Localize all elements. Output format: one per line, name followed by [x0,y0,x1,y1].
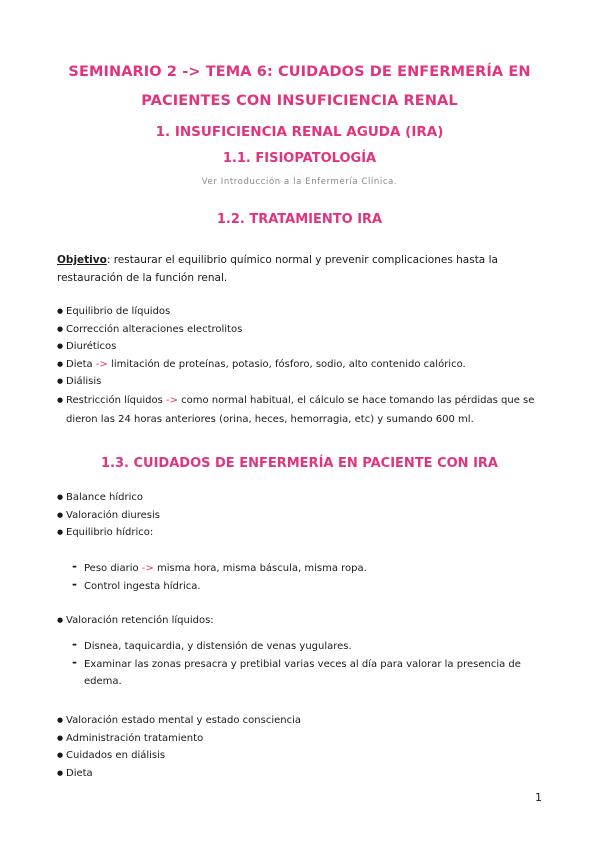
document-title-line-1: SEMINARIO 2 -> TEMA 6: CUIDADOS DE ENFERMERÍA EN [68,64,531,80]
list-item: ● Valoración estado mental y estado consciencia [57,712,547,730]
list-item: ● Diálisis [57,373,547,391]
arrow-symbol: -> [165,394,178,406]
list-item: ● Corrección alteraciones electrolitos [57,321,547,339]
list-item: ● Administración tratamiento [57,730,547,748]
list-item: - Disnea, taquicardia, y distensión de venas yugulares. [72,638,547,656]
arrow-symbol: -> [141,563,154,574]
subsection-heading-fisiopatologia: 1.1. FISIOPATOLOGÍA [222,151,377,166]
objective-text: : restaurar el equilibrio químico normal y prevenir complicaciones hasta la restauración de la función renal. [57,254,498,284]
section-heading-ira: 1. INSUFICIENCIA RENAL AGUDA (IRA) [155,124,444,140]
care-list-b [57,612,547,630]
objective-label: Objetivo [57,254,107,266]
subsection-heading-cuidados: 1.3. CUIDADOS DE ENFERMERÍA EN PACIENTE CON IRA [101,456,498,471]
treatment-list [57,303,547,429]
equilibrio-hidrico-sublist [72,560,547,595]
care-list-a [57,489,547,542]
list-item: ● Equilibrio de líquidos [57,303,547,321]
list-item: ● Valoración retención líquidos: [57,612,547,630]
list-item: - Peso diario -> misma hora, misma báscula, misma ropa. [72,560,547,578]
page-number: 1 [535,791,542,804]
list-item: - Examinar las zonas presacra y pretibial varias veces al día para valorar la presencia de edema. [72,656,547,691]
list-item: ● Valoración diuresis [57,507,547,525]
care-list-c [57,712,547,782]
subsection-heading-tratamiento: 1.2. TRATAMIENTO IRA [216,212,383,227]
list-item: ● Balance hídrico [57,489,547,507]
list-item: ● Dieta [57,765,547,783]
list-item: ● Diuréticos [57,338,547,356]
arrow-symbol: -> [95,358,108,370]
list-item: - Control ingesta hídrica. [72,578,547,596]
list-item: ● Equilibrio hídrico: [57,524,547,542]
retencion-liquidos-sublist [72,638,547,691]
objective-paragraph [57,251,547,287]
document-title-line-2: PACIENTES CON INSUFICIENCIA RENAL [141,93,458,109]
list-item: ● Cuidados en diálisis [57,747,547,765]
fisiopatologia-note: Ver Introducción a la Enfermería Clínica. [201,177,398,187]
list-item: ● Restricción líquidos -> como normal habitual, el cálculo se hace tomando las pérdidas que se dieron las 24 horas anteriores (orina, heces, hemorragia, etc) y sumando 600 ml. [57,391,547,429]
list-item: ● Dieta -> limitación de proteínas, potasio, fósforo, sodio, alto contenido calórico. [57,356,547,374]
